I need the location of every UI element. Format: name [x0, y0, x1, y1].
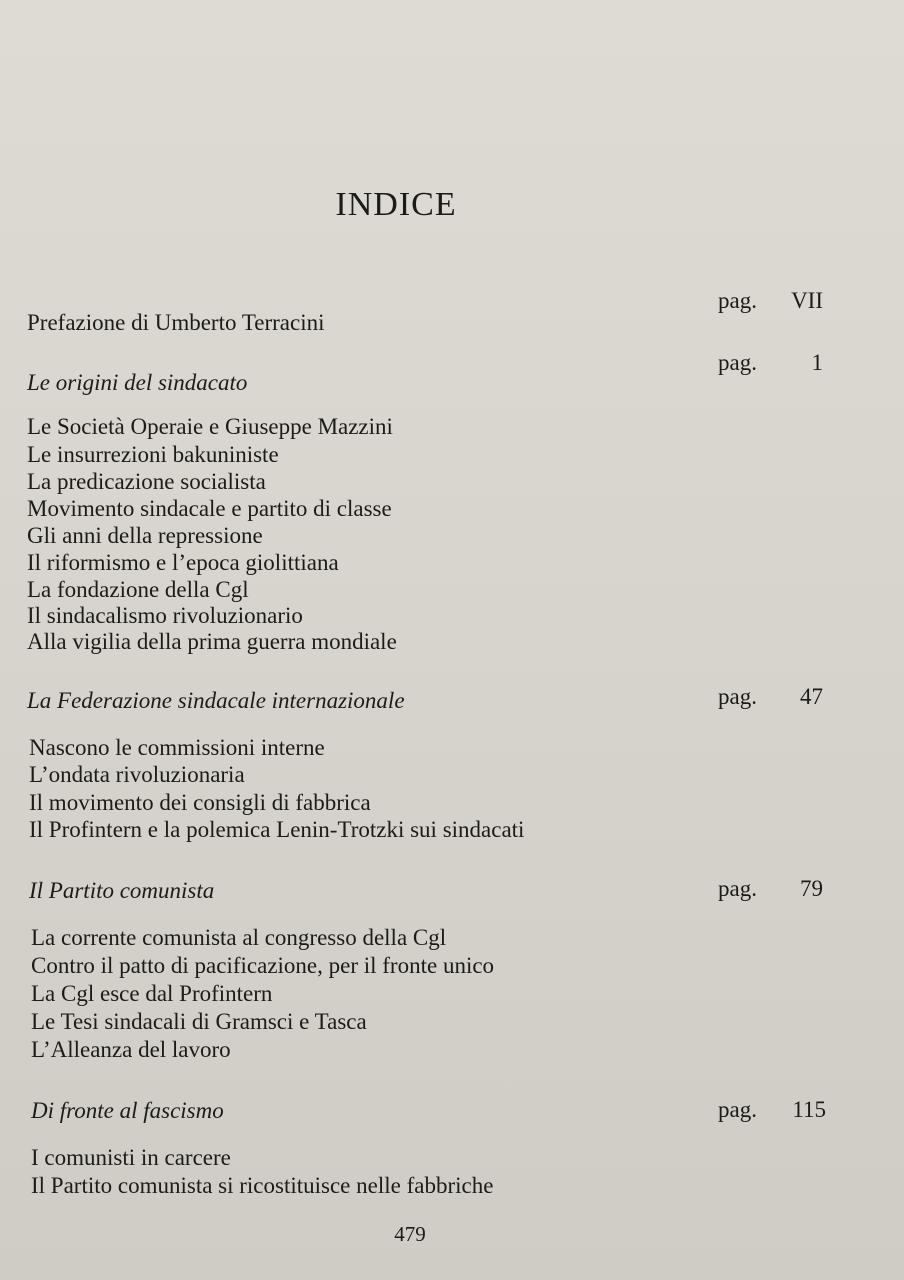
chapter-title: La Federazione sindacale internazionale [27, 688, 405, 713]
pag-label: pag. [718, 1097, 757, 1122]
section-item: Il Partito comunista si ricostituisce nelle fabbriche [31, 1173, 494, 1198]
section-item: Alla vigilia della prima guerra mondiale [27, 629, 397, 654]
page-reference [718, 288, 823, 314]
pag-label: pag. [718, 684, 757, 709]
section-item: Il riformismo e l’epoca giolittiana [27, 550, 339, 575]
pag-label: pag. [718, 350, 757, 375]
chapter-title: Prefazione di Umberto Terracini [27, 310, 325, 335]
section-item: Le Tesi sindacali di Gramsci e Tasca [31, 1009, 367, 1034]
section-item: L’ondata rivoluzionaria [29, 762, 245, 787]
section-item: Il Profintern e la polemica Lenin-Trotzki sui sindacati [29, 817, 525, 842]
section-item: Movimento sindacale e partito di classe [27, 496, 392, 521]
pag-number: 47 [800, 684, 823, 709]
page-reference [718, 684, 823, 710]
pag-number: 115 [792, 1097, 826, 1122]
section-item: Il movimento dei consigli di fabbrica [29, 790, 371, 815]
section-item: La fondazione della Cgl [27, 577, 249, 602]
pag-label: pag. [718, 876, 757, 901]
page-number: 479 [394, 1222, 426, 1246]
page-reference [718, 1097, 826, 1123]
page-reference [718, 350, 823, 376]
pag-number: 79 [800, 876, 823, 901]
section-item: La Cgl esce dal Profintern [31, 981, 273, 1006]
section-item: La corrente comunista al congresso della Cgl [31, 925, 447, 950]
section-item: Gli anni della repressione [27, 523, 263, 548]
section-item: Le Società Operaie e Giuseppe Mazzini [27, 414, 393, 439]
section-item: L’Alleanza del lavoro [31, 1037, 231, 1062]
section-item: La predicazione socialista [27, 469, 266, 494]
section-item: Nascono le commissioni interne [29, 735, 325, 760]
section-item: Il sindacalismo rivoluzionario [27, 603, 303, 628]
chapter-title: Il Partito comunista [29, 878, 215, 903]
chapter-title: Di fronte al fascismo [31, 1098, 224, 1123]
page-title: INDICE [335, 186, 457, 223]
section-item: Le insurrezioni bakuniniste [27, 442, 279, 467]
chapter-title: Le origini del sindacato [27, 370, 248, 395]
section-item: I comunisti in carcere [31, 1145, 231, 1170]
pag-number: VII [791, 288, 823, 313]
section-item: Contro il patto di pacificazione, per il fronte unico [31, 953, 495, 978]
page-reference [718, 876, 823, 902]
pag-number: 1 [811, 350, 823, 375]
pag-label: pag. [718, 288, 757, 313]
